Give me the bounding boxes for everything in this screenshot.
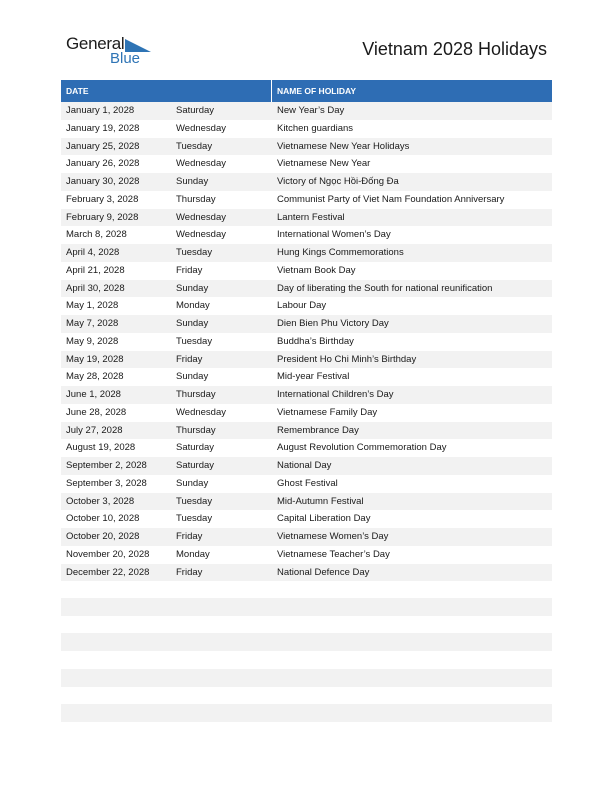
cell-date: September 2, 2028 (66, 460, 147, 471)
page-title: Vietnam 2028 Holidays (362, 39, 547, 59)
table-row (61, 546, 552, 564)
cell-weekday: Monday (176, 548, 210, 560)
cell-date: May 28, 2028 (66, 371, 124, 383)
cell-holiday-name: Communist Party of Viet Nam Foundation Anniversary (277, 193, 505, 205)
table-row (61, 386, 552, 404)
cell-holiday-name: Hung Kings Commemorations (277, 247, 404, 258)
table-row (61, 138, 552, 156)
cell-date: May 19, 2028 (66, 353, 124, 365)
cell-holiday-name: Lantern Festival (277, 211, 345, 223)
cell-holiday-name: Vietnamese Teacher’s Day (277, 548, 390, 560)
table-row (61, 351, 552, 369)
table-row (61, 404, 552, 422)
cell-date: June 1, 2028 (66, 389, 121, 400)
cell-date: November 20, 2028 (66, 548, 150, 560)
table-row (61, 528, 552, 546)
cell-weekday: Tuesday (176, 140, 213, 152)
cell-date: April 30, 2028 (66, 282, 125, 294)
table-row (61, 155, 552, 173)
table-row (61, 102, 552, 120)
cell-holiday-name: National Day (277, 460, 332, 471)
cell-date: January 30, 2028 (66, 176, 140, 187)
cell-weekday: Thursday (176, 424, 216, 436)
cell-holiday-name: Vietnamese New Year (277, 158, 371, 170)
table-row (61, 120, 552, 138)
cell-weekday: Tuesday (176, 335, 213, 347)
cell-date: January 26, 2028 (66, 158, 140, 170)
cell-date: August 19, 2028 (66, 442, 136, 454)
logo-blue-text: Blue (110, 50, 141, 67)
cell-holiday-name: Labour Day (277, 300, 327, 312)
cell-holiday-name: Victory of Ngọc Hồi-Đống Đa (277, 176, 399, 187)
cell-weekday: Friday (176, 531, 203, 542)
cell-holiday-name: Dien Bien Phu Victory Day (277, 318, 389, 329)
table-row (61, 173, 552, 191)
cell-weekday: Saturday (176, 460, 215, 471)
table-header (61, 80, 552, 102)
cell-date: January 19, 2028 (66, 122, 140, 134)
table-row (61, 244, 552, 262)
cell-weekday: Friday (176, 353, 203, 365)
cell-date: September 3, 2028 (66, 477, 147, 489)
logo-general-text: General (66, 34, 125, 53)
header-divider (271, 80, 272, 102)
table-row (61, 333, 552, 351)
brand-logo (66, 34, 156, 70)
cell-weekday: Monday (176, 300, 210, 312)
cell-date: May 9, 2028 (66, 335, 119, 347)
table-row (61, 226, 552, 244)
cell-holiday-name: Vietnamese Family Day (277, 406, 378, 418)
table-row (61, 493, 552, 511)
cell-date: April 4, 2028 (66, 247, 120, 258)
cell-holiday-name: National Defence Day (277, 566, 370, 578)
cell-holiday-name: Vietnamese Women’s Day (277, 531, 389, 542)
cell-weekday: Sunday (176, 371, 209, 383)
cell-weekday: Thursday (176, 389, 216, 400)
table-row (61, 422, 552, 440)
table-row (61, 457, 552, 475)
holiday-table (61, 80, 552, 581)
cell-weekday: Tuesday (176, 247, 213, 258)
cell-date: April 21, 2028 (66, 264, 125, 276)
cell-weekday: Wednesday (176, 406, 226, 418)
table-row (61, 209, 552, 227)
empty-row (61, 633, 552, 651)
table-row (61, 439, 552, 457)
table-row (61, 280, 552, 298)
cell-weekday: Sunday (176, 176, 209, 187)
cell-holiday-name: Vietnamese New Year Holidays (277, 140, 410, 152)
cell-date: May 7, 2028 (66, 318, 119, 329)
cell-date: October 10, 2028 (66, 513, 140, 525)
cell-weekday: Saturday (176, 105, 215, 116)
cell-weekday: Sunday (176, 318, 209, 329)
cell-holiday-name: Ghost Festival (277, 477, 338, 489)
cell-holiday-name: President Ho Chi Minh’s Birthday (277, 353, 417, 365)
table-row (61, 368, 552, 386)
cell-weekday: Tuesday (176, 495, 213, 507)
cell-holiday-name: Buddha’s Birthday (277, 335, 354, 347)
cell-date: June 28, 2028 (66, 406, 127, 418)
cell-weekday: Wednesday (176, 211, 226, 223)
cell-date: October 3, 2028 (66, 495, 135, 507)
cell-date: January 1, 2028 (66, 105, 135, 116)
table-row (61, 297, 552, 315)
cell-holiday-name: August Revolution Commemoration Day (277, 442, 447, 454)
table-row (61, 510, 552, 528)
cell-weekday: Saturday (176, 442, 215, 454)
cell-date: March 8, 2028 (66, 229, 127, 241)
cell-date: October 20, 2028 (66, 531, 140, 542)
empty-row (61, 598, 552, 616)
cell-holiday-name: Capital Liberation Day (277, 513, 371, 525)
table-row (61, 262, 552, 280)
cell-date: February 3, 2028 (66, 193, 139, 205)
cell-holiday-name: New Year’s Day (277, 105, 345, 116)
cell-holiday-name: International Children’s Day (277, 389, 394, 400)
header-holiday-name: NAME OF HOLIDAY (277, 86, 357, 96)
cell-weekday: Wednesday (176, 229, 226, 241)
cell-weekday: Friday (176, 264, 203, 276)
cell-holiday-name: Mid-Autumn Festival (277, 495, 364, 507)
cell-holiday-name: Kitchen guardians (277, 122, 354, 134)
cell-weekday: Sunday (176, 282, 209, 294)
cell-weekday: Wednesday (176, 122, 226, 134)
cell-weekday: Sunday (176, 477, 209, 489)
table-row (61, 564, 552, 582)
cell-holiday-name: Vietnam Book Day (277, 264, 356, 276)
cell-weekday: Tuesday (176, 513, 213, 525)
empty-row (61, 669, 552, 687)
cell-holiday-name: Mid-year Festival (277, 371, 350, 383)
table-body (61, 102, 552, 581)
cell-date: January 25, 2028 (66, 140, 140, 152)
empty-row (61, 704, 552, 722)
table-row (61, 475, 552, 493)
cell-weekday: Wednesday (176, 158, 226, 170)
table-row (61, 315, 552, 333)
cell-weekday: Thursday (176, 193, 216, 205)
table-row (61, 191, 552, 209)
cell-date: December 22, 2028 (66, 566, 150, 578)
header-date: DATE (66, 86, 89, 96)
cell-holiday-name: Remembrance Day (277, 424, 359, 436)
cell-date: July 27, 2028 (66, 424, 123, 436)
cell-holiday-name: International Women’s Day (277, 229, 391, 241)
cell-holiday-name: Day of liberating the South for national reunification (277, 282, 493, 294)
cell-weekday: Friday (176, 566, 203, 578)
cell-date: February 9, 2028 (66, 211, 139, 223)
cell-date: May 1, 2028 (66, 300, 119, 312)
